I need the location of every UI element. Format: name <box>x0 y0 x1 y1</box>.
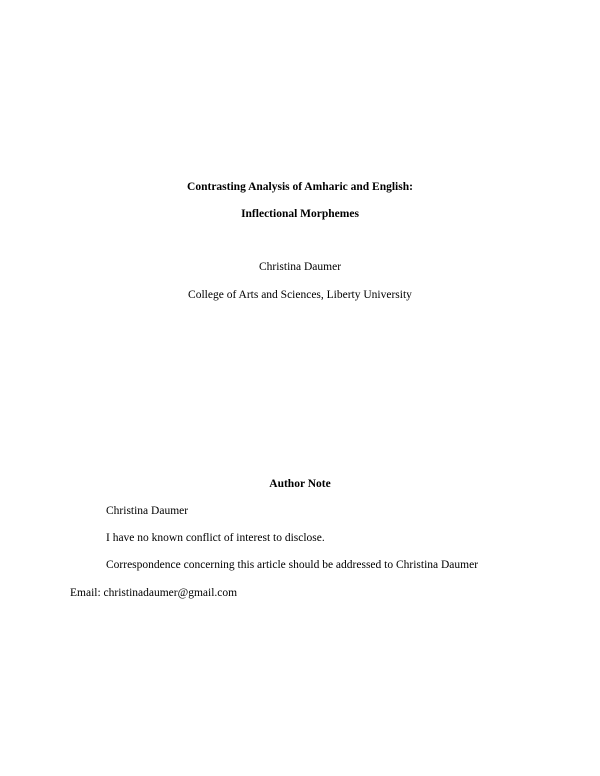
correspondence-statement: Correspondence concerning this article should be addressed to Christina Daumer <box>106 559 479 571</box>
author-note-name: Christina Daumer <box>106 505 189 517</box>
author-name: Christina Daumer <box>258 261 342 273</box>
contact-email: Email: christinadaumer@gmail.com <box>70 587 238 599</box>
author-affiliation: College of Arts and Sciences, Liberty University <box>188 289 412 301</box>
title-line-1: Contrasting Analysis of Amharic and English: <box>187 181 413 193</box>
conflict-of-interest-statement: I have no known conflict of interest to disclose. <box>106 532 325 544</box>
title-line-2: Inflectional Morphemes <box>241 208 359 220</box>
author-note-heading: Author Note <box>269 478 331 490</box>
